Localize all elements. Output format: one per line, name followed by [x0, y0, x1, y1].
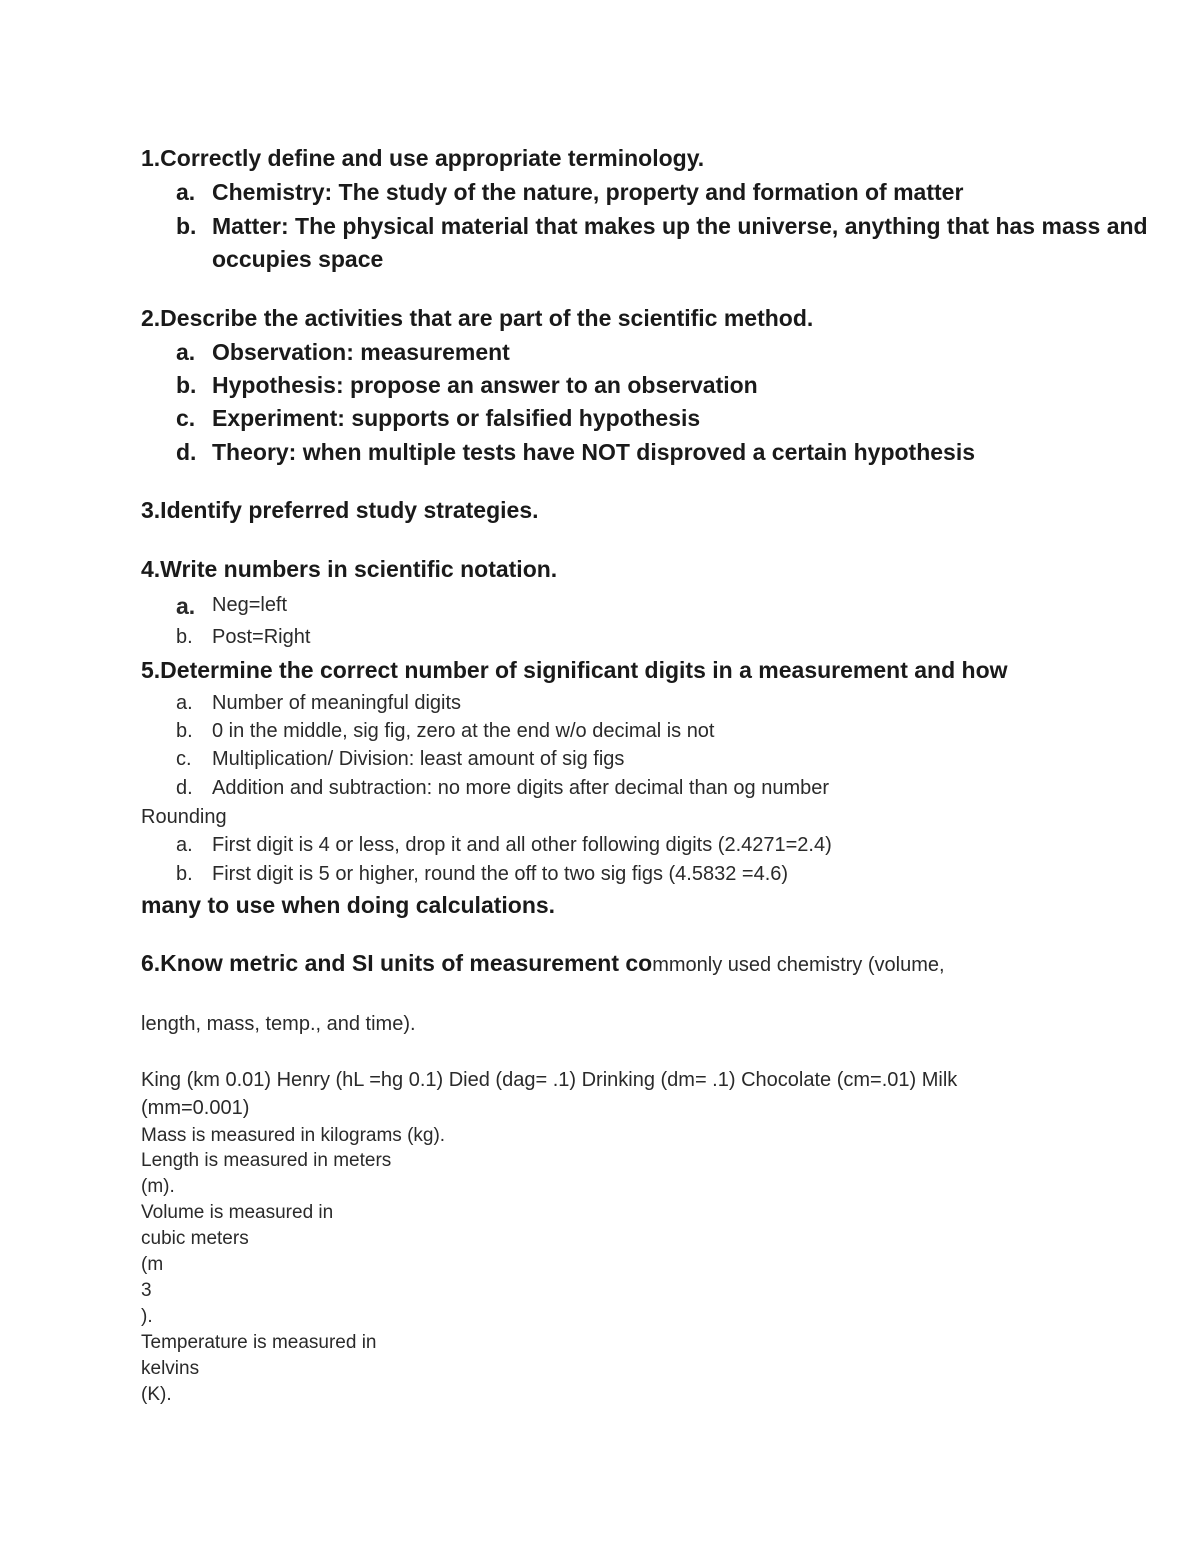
list-item	[176, 834, 832, 856]
rounding-title: Rounding	[141, 806, 227, 828]
item-text: 0 in the middle, sig fig, zero at the end w/o decimal is not	[212, 720, 715, 742]
list-item	[176, 863, 789, 885]
section-5-heading: 5.Determine the correct number of significant digits in a measurement and how	[141, 657, 1008, 683]
section-6-heading	[141, 952, 945, 975]
item-text: Number of meaningful digits	[212, 692, 462, 714]
list-item	[176, 179, 964, 205]
si-line: Temperature is measured in	[141, 1332, 377, 1353]
item-label: a.	[176, 593, 196, 619]
list-item	[176, 213, 1148, 239]
section-6-heading-rest: mmonly used chemistry (volume,	[652, 954, 945, 976]
si-line: Mass is measured in kilograms (kg).	[141, 1125, 446, 1146]
section-1-heading: 1.Correctly define and use appropriate terminology.	[141, 145, 705, 171]
list-item	[176, 720, 715, 742]
si-line: cubic meters	[141, 1228, 249, 1249]
item-text: Neg=left	[212, 594, 288, 616]
item-label: b.	[176, 372, 197, 398]
item-text: Hypothesis: propose an answer to an observation	[212, 372, 758, 398]
si-line: Length is measured in meters	[141, 1150, 392, 1171]
item-text: Addition and subtraction: no more digits after decimal than og number	[212, 777, 830, 799]
list-item	[176, 405, 701, 431]
list-item	[176, 748, 625, 770]
item-label: b.	[176, 863, 193, 885]
item-label: b.	[176, 213, 197, 239]
list-item	[176, 692, 462, 714]
section-2-heading: 2.Describe the activities that are part of the scientific method.	[141, 305, 814, 331]
si-line: ).	[141, 1306, 153, 1327]
section-6-line-2: length, mass, temp., and time).	[141, 1013, 416, 1035]
item-text: Experiment: supports or falsified hypothesis	[212, 405, 701, 431]
list-item	[176, 626, 311, 648]
item-label: a.	[176, 179, 196, 205]
item-text: Theory: when multiple tests have NOT disproved a certain hypothesis	[212, 439, 976, 465]
si-line: Volume is measured in	[141, 1202, 334, 1223]
item-label: a.	[176, 339, 196, 365]
si-line: (m	[141, 1254, 164, 1275]
list-item-continuation: occupies space	[212, 246, 384, 272]
item-label: d.	[176, 777, 193, 799]
section-6-heading-bold: 6.Know metric and SI units of measurement co	[141, 950, 653, 976]
si-line: (m).	[141, 1176, 175, 1197]
item-label: c.	[176, 748, 192, 770]
item-label: b.	[176, 626, 193, 648]
item-label: c.	[176, 405, 196, 431]
item-text: First digit is 5 or higher, round the off to two sig figs (4.5832 =4.6)	[212, 863, 789, 885]
item-label: a.	[176, 834, 193, 856]
list-item	[176, 439, 976, 465]
item-text: Post=Right	[212, 626, 311, 648]
mnemonic-line-1: King (km 0.01) Henry (hL =hg 0.1) Died (dag= .1) Drinking (dm= .1) Chocolate (cm=.01) Milk	[141, 1069, 958, 1091]
list-item	[176, 777, 830, 799]
item-text: Chemistry: The study of the nature, property and formation of matter	[212, 179, 964, 205]
section-4-heading: 4.Write numbers in scientific notation.	[141, 556, 558, 582]
section-3-heading: 3.Identify preferred study strategies.	[141, 497, 539, 523]
item-text: Matter: The physical material that makes up the universe, anything that has mass and	[212, 213, 1148, 239]
si-line: (K).	[141, 1384, 172, 1405]
mnemonic-line-2: (mm=0.001)	[141, 1097, 250, 1119]
si-line: 3	[141, 1280, 152, 1301]
list-item	[176, 593, 288, 619]
section-5-heading-end: many to use when doing calculations.	[141, 892, 556, 918]
si-line: kelvins	[141, 1358, 200, 1379]
item-label: d.	[176, 439, 197, 465]
item-text: Multiplication/ Division: least amount of sig figs	[212, 748, 625, 770]
list-item	[176, 339, 510, 365]
item-text: Observation: measurement	[212, 339, 510, 365]
item-text: First digit is 4 or less, drop it and all other following digits (2.4271=2.4)	[212, 834, 832, 856]
item-label: a.	[176, 692, 193, 714]
item-label: b.	[176, 720, 193, 742]
list-item	[176, 372, 758, 398]
